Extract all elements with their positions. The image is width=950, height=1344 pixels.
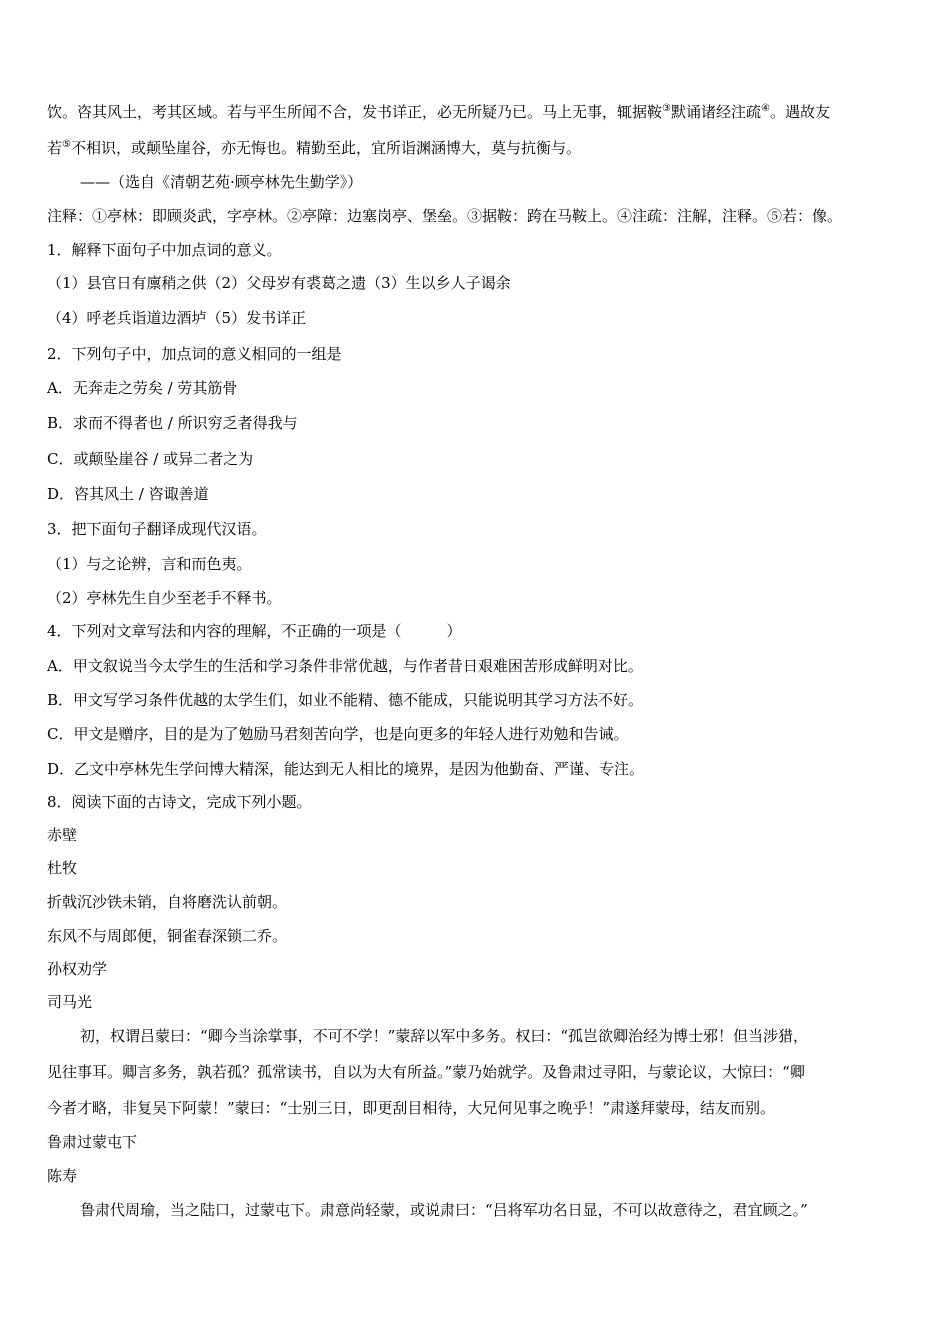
- source-citation: ——（选自《清朝艺苑·顾亭林先生勤学》）: [80, 173, 363, 191]
- question-1-items: （4）呼老兵诣道边酒垆（5）发书详正: [47, 309, 307, 327]
- poem-author: 杜牧: [47, 859, 78, 877]
- prose-paragraph: 初，权谓吕蒙曰：“卿今当涂掌事，不可不学！”蒙辞以军中多务。权曰：“孤岂欲卿治经为博士邪！但当涉猎，: [80, 1027, 809, 1045]
- text-segment: 。遇故友: [769, 103, 830, 121]
- text-segment: 不相识，或颠坠崖谷，亦无悔也。精勤至此，宜所诣渊涵博大，莫与抗衡与。: [70, 139, 581, 157]
- prose-paragraph: 鲁肃代周瑜，当之陆口，过蒙屯下。肃意尚轻蒙，或说肃曰：“吕将军功名日显，不可以故意待之，君宜顾之。”: [80, 1201, 808, 1219]
- poem-line: 东风不与周郎便，铜雀春深锁二乔。: [47, 927, 288, 945]
- question-1: 1．解释下面句子中加点词的意义。: [47, 241, 282, 259]
- prose-author: 司马光: [47, 993, 93, 1011]
- text-segment: 饮。咨其风土，考其区域。若与平生所闻不合，发书详正，必无所疑乃已。马上无事，辄据鞍: [47, 103, 663, 121]
- text-segment: 默诵诸经注疏: [670, 103, 761, 121]
- footnote-marker: ⑤: [62, 139, 71, 150]
- option-d: D．咨其风土 / 咨诹善道: [47, 485, 209, 503]
- poem-line: 折戟沉沙铁未销，自将磨洗认前朝。: [47, 893, 288, 911]
- question-8: 8．阅读下面的古诗文，完成下列小题。: [47, 793, 312, 811]
- annotation-notes: 注释：①亭林：即顾炎武，字亭林。②亭障：边塞岗亭、堡垒。③据鞍：跨在马鞍上。④注疏：注解，注释。⑤若：像。: [47, 207, 843, 225]
- text-line: [47, 102, 830, 122]
- question-3-item: （1）与之论辨，言和而色夷。: [47, 555, 252, 573]
- option-c: C．甲文是赠序，目的是为了勉励马君刻苦向学，也是向更多的年轻人进行劝勉和告诫。: [47, 725, 629, 743]
- text-segment: 若: [47, 139, 63, 157]
- option-a: A．甲文叙说当今太学生的生活和学习条件非常优越，与作者昔日艰难困苦形成鲜明对比。: [47, 657, 643, 675]
- prose-title: 孙权劝学: [47, 960, 108, 978]
- text-line: [47, 138, 581, 158]
- question-1-items: （1）县官日有廪稍之供（2）父母岁有裘葛之遗（3）生以乡人子谒余: [47, 274, 511, 292]
- question-4: 4．下列对文章写法和内容的理解，不正确的一项是（ ）: [47, 622, 462, 640]
- prose-author: 陈寿: [47, 1167, 78, 1185]
- option-c: C．或颠坠崖谷 / 或异二者之为: [47, 450, 254, 468]
- prose-paragraph: 今者才略，非复吴下阿蒙！”蒙曰：“士别三日，即更刮目相待，大兄何见事之晚乎！”肃遂拜蒙母，结友而别。: [47, 1099, 776, 1117]
- footnote-marker: ④: [761, 103, 770, 114]
- question-3: 3．把下面句子翻译成现代汉语。: [47, 520, 267, 538]
- question-3-item: （2）亭林先生自少至老手不释书。: [47, 589, 282, 607]
- prose-title: 鲁肃过蒙屯下: [47, 1133, 138, 1151]
- option-a: A．无奔走之劳矣 / 劳其筋骨: [47, 379, 238, 397]
- poem-title: 赤壁: [47, 826, 78, 844]
- option-b: B．求而不得者也 / 所识穷乏者得我与: [47, 414, 298, 432]
- footnote-marker: ③: [662, 103, 671, 114]
- question-2: 2．下列句子中，加点词的意义相同的一组是: [47, 345, 342, 363]
- option-b: B．甲文写学习条件优越的太学生们，如业不能精、德不能成，只能说明其学习方法不好。: [47, 691, 644, 709]
- prose-paragraph: 见往事耳。卿言多务，孰若孤？孤常读书，自以为大有所益。”蒙乃始就学。及鲁肃过寻阳，与蒙论议，大惊曰：“卿: [47, 1063, 805, 1081]
- option-d: D．乙文中亭林先生学问博大精深，能达到无人相比的境界，是因为他勤奋、严谨、专注。: [47, 760, 645, 778]
